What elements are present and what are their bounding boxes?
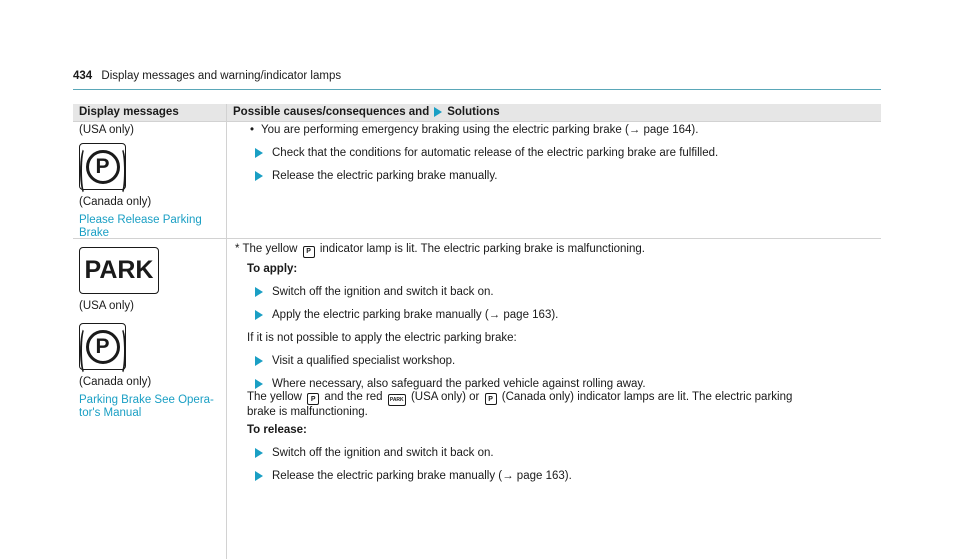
usa-only-label: (USA only) (79, 300, 134, 312)
solution-step (247, 286, 860, 299)
triangle-arrow-icon (255, 356, 263, 366)
solution-step (247, 470, 860, 483)
solution-step (247, 309, 860, 322)
red-lamp-text-b: and the red (324, 390, 383, 403)
table-row (73, 122, 881, 238)
park-icon: PARK (388, 394, 406, 406)
solution-step (247, 378, 860, 391)
solution-step-text: Visit a qualified specialist workshop. (272, 354, 456, 367)
col-header-solutions-text: Solutions (447, 106, 500, 118)
message-line: tor's Manual (79, 407, 142, 419)
red-lamp-text-d: (Canada only) indicator lamps are lit. The electric parking (501, 390, 793, 403)
solution-step-text: Release the electric parking brake manually (→ page 163). (272, 470, 572, 482)
park-icon: PARK (79, 247, 159, 294)
cause-text (235, 243, 860, 258)
red-lamp-text-a: The yellow (247, 390, 302, 403)
triangle-arrow-icon (255, 379, 263, 389)
page-number: 434 (73, 70, 93, 82)
cause-suffix: indicator lamp is lit. The electric parking brake is malfunctioning. (319, 243, 645, 255)
solution-step (247, 355, 860, 368)
solution-step-text: Switch off the ignition and switch it back on. (272, 447, 494, 459)
page-header (73, 70, 341, 82)
table-row (73, 239, 881, 559)
solution-step (247, 147, 872, 160)
parking-brake-icon: P (79, 323, 126, 370)
red-lamp-text-line2: brake is malfunctioning. (247, 406, 368, 418)
to-apply-heading: To apply: (247, 262, 298, 275)
triangle-arrow-icon (434, 107, 442, 117)
solution-step-text: Check that the conditions for automatic release of the electric parking brake are fulfilled. (272, 147, 719, 159)
table-header (73, 104, 881, 122)
col-header-display-messages: Display messages (79, 106, 179, 118)
to-release-heading: To release: (247, 424, 307, 436)
canada-only-label: (Canada only) (79, 196, 152, 208)
col-header-causes (233, 106, 500, 118)
triangle-arrow-icon (255, 287, 263, 297)
parking-brake-icon: P (485, 393, 497, 405)
col-header-causes-text: Possible causes/consequences and (233, 106, 430, 118)
solution-step-text: Apply the electric parking brake manually (→ page 163). (272, 308, 559, 321)
solution-step-text: Release the electric parking brake manually. (272, 170, 498, 182)
page-title: Display messages and warning/indicator lamps (101, 70, 342, 82)
cause-text: • You are performing emergency braking using the electric parking brake (→ page 164). (247, 124, 872, 137)
red-lamp-text (247, 391, 860, 407)
solution-step (247, 170, 872, 183)
cause-prefix: * The yellow (235, 243, 298, 255)
solution-step-text: Where necessary, also safeguard the parked vehicle against rolling away. (272, 377, 646, 390)
triangle-arrow-icon (255, 310, 263, 320)
solution-step-text: Switch off the ignition and switch it back on. (272, 285, 494, 298)
header-rule (73, 89, 881, 90)
display-message-text (79, 214, 219, 240)
triangle-arrow-icon (255, 448, 263, 458)
message-line: Brake (79, 227, 110, 239)
triangle-arrow-icon (255, 148, 263, 158)
triangle-arrow-icon (255, 471, 263, 481)
not-possible-text: If it is not possible to apply the electric parking brake: (247, 331, 517, 344)
usa-only-label: (USA only) (79, 124, 134, 136)
display-messages-table (73, 104, 881, 482)
message-line: Parking Brake See Opera- (79, 394, 214, 406)
triangle-arrow-icon (255, 171, 263, 181)
solution-step (247, 447, 860, 460)
message-line: Please Release Parking (79, 214, 202, 226)
red-lamp-text-c: (USA only) or (410, 390, 480, 403)
canada-only-label: (Canada only) (79, 376, 152, 388)
display-message-text (79, 394, 219, 420)
parking-brake-icon: P (307, 393, 319, 405)
parking-brake-icon: P (79, 143, 126, 190)
parking-brake-icon: P (303, 246, 315, 258)
